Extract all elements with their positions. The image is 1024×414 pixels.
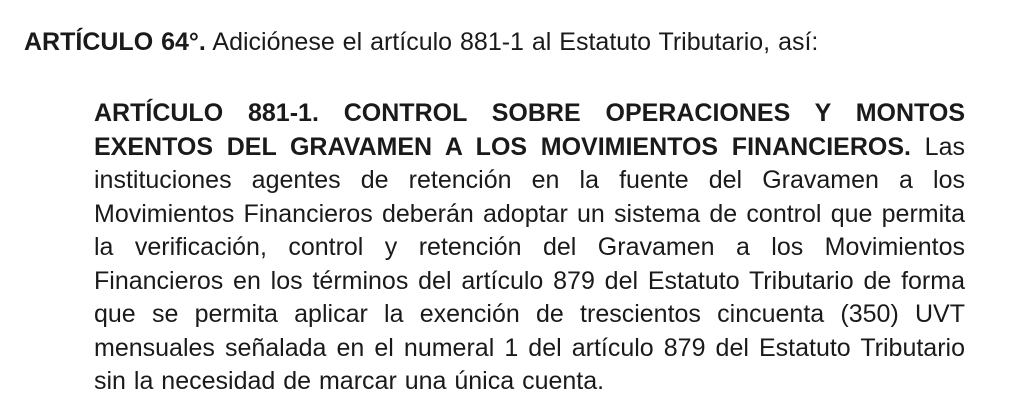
article-881-1-body-text: Las instituciones agentes de retención en la fuente del Gravamen a los Movimientos Financieros deberán adoptar un sistema de control que permita la verificación, control y retención del Gravamen a los Movimientos Financieros en los términos del artículo 879 del Estatuto Tributario de forma que se permita aplicar la exención de trescientos cincuenta (350) UVT mensuales señalada en el numeral 1 del artículo 879 del Estatuto Tributario sin la necesidad de marcar una única cuenta. xyxy=(94,132,965,395)
article-64-label: ARTÍCULO 64°. xyxy=(24,28,206,56)
article-64-heading xyxy=(24,26,1009,60)
article-881-1-title: ARTÍCULO 881-1. CONTROL SOBRE OPERACIONES Y MONTOS EXENTOS DEL GRAVAMEN A LOS MOVIMIENTOS FINANCIEROS. xyxy=(94,99,965,161)
article-881-1-paragraph xyxy=(94,97,965,399)
article-64-intro-text: Adiciónese el artículo 881-1 al Estatuto Tributario, así: xyxy=(205,28,819,56)
